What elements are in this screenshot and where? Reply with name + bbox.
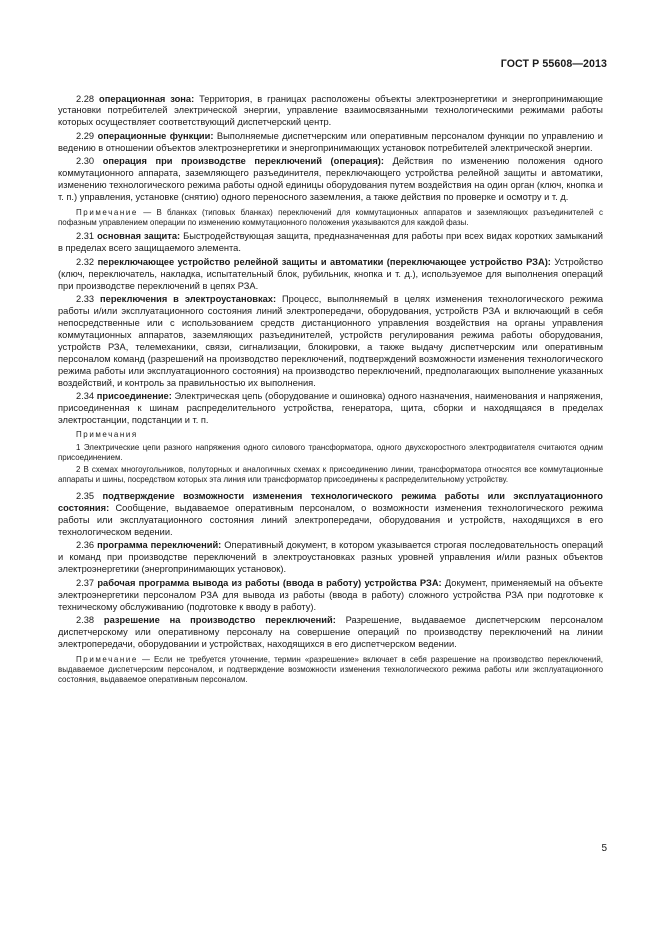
- term-definition: Выполняемые диспетчерским или оперативным персоналом функции по управлению и ведению в отношении объектов электроэнергетики и энергопринимающих установок потребителей электрической энергии.: [58, 130, 603, 153]
- term-number: 2.36: [76, 540, 95, 551]
- term-title: разрешение на производство переключений:: [103, 614, 336, 625]
- term-2-33: [58, 294, 603, 390]
- term-definition: Оперативный документ, в котором указывается строгая последовательность операций и команд при производстве переключений в электроустановках разных уровней управления и/или разных объектов электроэнергетики (энергопринимающих установок).: [58, 540, 604, 575]
- note-item-2: 2 В схемах многоугольников, полуторных и аналогичных схемах к присоединению линии, трансформатора относятся все коммутационные аппараты и шины, посредством которых эта линия или трансформатор присоединены к распределительному устройству.: [58, 465, 603, 485]
- term-title: подтверждение возможности изменения технологического режима работы или эксплуатационного состояния:: [58, 490, 603, 513]
- note-2-38: [58, 655, 603, 685]
- term-number: 2.28: [76, 93, 95, 104]
- document-body: [58, 92, 603, 689]
- note-2-30: [58, 208, 603, 228]
- term-title: присоединение:: [96, 391, 172, 402]
- term-title: основная защита:: [97, 231, 181, 242]
- term-2-38: [58, 615, 603, 651]
- term-2-34: [58, 391, 603, 427]
- term-definition: Территория, в границах расположены объекты электроэнергетики и энергопринимающие установки потребителей электрической энергии, управление взаимосвязанными технологическими режимами работы которых осуществляет соответствующий диспетчерский центр.: [58, 93, 603, 128]
- term-title: операционная зона:: [99, 93, 195, 104]
- note-label: Примечание: [76, 207, 138, 217]
- term-title: переключающее устройство релейной защиты и автоматики (переключающее устройство РЗА):: [97, 256, 551, 267]
- term-number: 2.30: [76, 156, 95, 167]
- term-2-37: [58, 578, 603, 614]
- term-number: 2.38: [76, 614, 95, 625]
- term-definition: Сообщение, выдаваемое оперативным персоналом, о возможности изменения технологического режима работы или эксплуатационного состояния линий электропередачи, оборудования и устройств, находящихся в его технологическом ведении.: [58, 502, 603, 537]
- term-number: 2.32: [76, 256, 95, 267]
- term-number: 2.37: [76, 577, 95, 588]
- term-title: операция при производстве переключений (операция):: [102, 156, 384, 167]
- term-2-36: [58, 540, 603, 576]
- term-2-32: [58, 257, 603, 293]
- page-number: 5: [601, 843, 607, 854]
- term-definition: Процесс, выполняемый в целях изменения технологического режима работы и/или эксплуатационного состояния линий электропередачи, оборудования, устройств РЗА и включающий в себя непосредственные или с использованием средств дистанционного управления воздействия на органы управления коммутационных аппаратов, заземляющих разъединителей, устройств регулирования режима работы оборудования, устройств РЗА, телемеханики, связи, сигнализации, блокировки, а также выдачу диспетчерским или оперативным персоналом команд (разрешений на производство переключений, подтверждений возможности изменения технологического режима работы или эксплуатационного состояния) на производство переключений, предполагающих выполнение указанных воздействий, и контроль за правильностью их выполнения.: [58, 294, 604, 388]
- term-title: программа переключений:: [97, 540, 222, 551]
- term-definition: Электрическая цепь (оборудование и ошиновка) одного назначения, наименования и напряжения, присоединенная к шинам распределительного устройства, генератора, щита, сборки и находящаяся в пределах электростанции, подстанции и т. п.: [58, 391, 603, 426]
- term-definition: Разрешение, выдаваемое диспетчерским персоналом диспетчерскому или оперативному персоналу на совершение операций по производству переключений на линии электропередачи, оборудовании и устройствах, находящихся в его диспетчерском ведении.: [58, 614, 603, 649]
- notes-label: Примечания: [76, 430, 138, 440]
- term-title: переключения в электроустановках:: [100, 294, 277, 305]
- term-2-29: [58, 131, 603, 155]
- term-definition: Устройство (ключ, переключатель, накладка, испытательный блок, рубильник, кнопка и т. д.), используемое для выполнения операций при производстве переключений в цепях РЗА.: [58, 256, 603, 291]
- term-2-35: [58, 491, 603, 539]
- standard-header: ГОСТ Р 55608—2013: [500, 58, 607, 70]
- term-number: 2.33: [76, 294, 95, 305]
- notes-heading: [58, 430, 603, 440]
- note-text: — В бланках (типовых бланках) переключений для коммутационных аппаратов и заземляющих разъединителей с пофазным управлением операции по изменению коммутационного положения указываются для каждой фазы.: [58, 207, 603, 227]
- term-2-30: [58, 156, 603, 204]
- note-item-1: 1 Электрические цепи разного напряжения одного силового трансформатора, одного двухскоростного электродвигателя считаются одним присоединением.: [58, 443, 603, 463]
- term-number: 2.31: [76, 231, 95, 242]
- note-text: — Если не требуется уточнение, термин «разрешение» включает в себя разрешение на производство переключений, выдаваемое диспетчерским персоналом, и подтверждение возможности изменения технологического режима работы или эксплуатационного состояния, выдаваемое оперативным персоналом.: [58, 654, 603, 685]
- term-definition: Действия по изменению положения одного коммутационного аппарата, заземляющего разъединителя, переключающего устройства релейной защиты и автоматики, изменению технологического режима работы одной единицы оборудования путем воздействия на один орган (ключ, кнопка и т. п.) управления, установке (снятию) одного переносного заземления, а также действия по проверке и осмотру и т. д.: [58, 156, 603, 203]
- term-number: 2.34: [76, 391, 95, 402]
- note-label: Примечание: [76, 654, 138, 664]
- term-2-28: [58, 94, 603, 130]
- term-definition: Документ, применяемый на объекте электроэнергетики персоналом РЗА для вывода из работы (ввода в работу) сложного устройства РЗА при подготовке к техническому обслуживанию (подготовке к вводу в работу).: [58, 577, 603, 612]
- term-number: 2.35: [76, 490, 95, 501]
- term-2-31: [58, 231, 603, 255]
- term-title: рабочая программа вывода из работы (ввода в работу) устройства РЗА:: [97, 577, 442, 588]
- term-definition: Быстродействующая защита, предназначенная для работы при всех видах коротких замыканий в пределах всего защищаемого элемента.: [58, 231, 603, 254]
- term-number: 2.29: [76, 130, 95, 141]
- term-title: операционные функции:: [97, 130, 214, 141]
